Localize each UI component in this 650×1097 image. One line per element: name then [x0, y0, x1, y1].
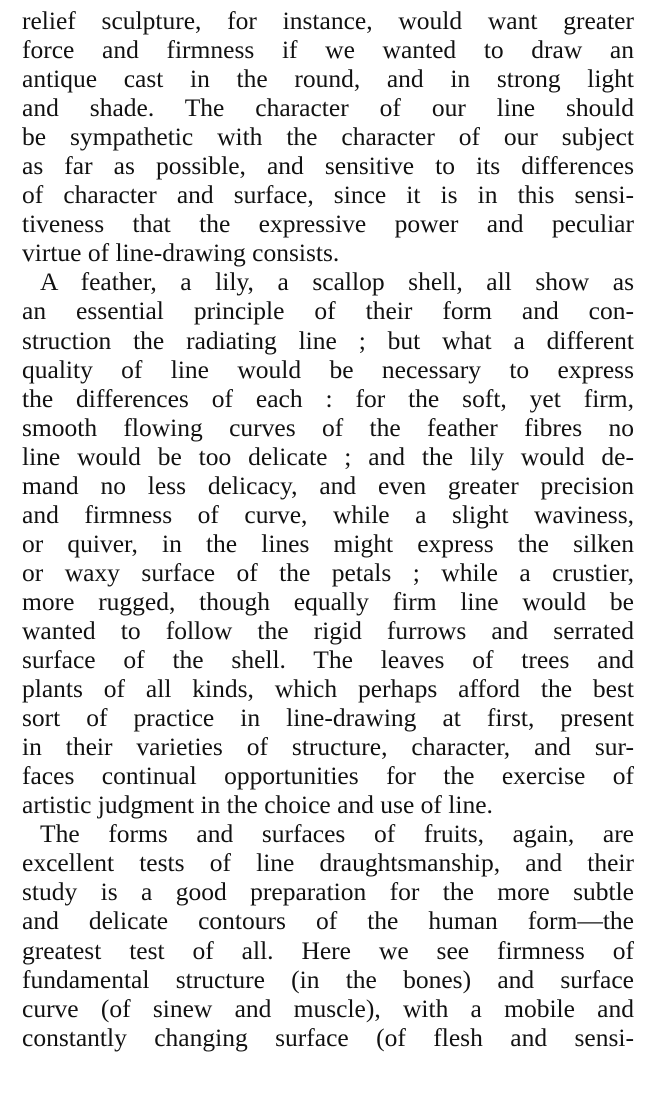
text-line: and delicate contours of the human form—the [22, 906, 634, 936]
text-line: antique cast in the round, and in strong light [22, 64, 634, 94]
text-line: quality of line would be necessary to express [22, 354, 634, 384]
text-line: A feather, a lily, a scallop shell, all show as [40, 267, 634, 297]
text-line: the differences of each : for the soft, yet firm, [22, 383, 634, 413]
text-line: be sympathetic with the character of our subject [22, 122, 634, 152]
text-line: as far as possible, and sensitive to its differences [22, 151, 634, 181]
text-line: of character and surface, since it is in this sensi- [22, 180, 634, 210]
text-line: an essential principle of their form and con- [22, 296, 634, 326]
text-line: faces continual opportunities for the exercise of [22, 761, 634, 791]
text-line: constantly changing surface (of flesh and sensi- [22, 1022, 634, 1052]
text-line: plants of all kinds, which perhaps afford the best [22, 674, 634, 704]
text-line: virtue of line-drawing consists. [22, 238, 340, 268]
text-line: fundamental structure (in the bones) and surface [22, 964, 634, 994]
text-line: or quiver, in the lines might express the silken [22, 528, 634, 558]
text-line: mand no less delicacy, and even greater precision [22, 470, 634, 500]
text-line: artistic judgment in the choice and use of line. [22, 790, 493, 820]
text-line: surface of the shell. The leaves of trees and [22, 645, 634, 675]
text-line: more rugged, though equally firm line would be [22, 586, 634, 616]
page-text [22, 6, 634, 1052]
text-line: tiveness that the expressive power and peculiar [22, 209, 634, 239]
paragraph [22, 267, 634, 819]
text-line: curve (of sinew and muscle), with a mobile and [22, 993, 634, 1023]
paragraph [22, 819, 634, 1051]
text-line: sort of practice in line-drawing at first, present [22, 703, 634, 733]
text-line: greatest test of all. Here we see firmness of [22, 935, 634, 965]
text-line: study is a good preparation for the more subtle [22, 877, 634, 907]
text-line: excellent tests of line draughtsmanship, and their [22, 848, 634, 878]
text-line: and shade. The character of our line should [22, 93, 634, 123]
text-line: relief sculpture, for instance, would want greater [22, 6, 634, 35]
text-line: The forms and surfaces of fruits, again, are [40, 819, 634, 849]
text-line: struction the radiating line ; but what a different [22, 325, 634, 355]
text-line: and firmness of curve, while a slight waviness, [22, 499, 634, 529]
text-line: line would be too delicate ; and the lily would de- [22, 441, 634, 471]
text-line: force and firmness if we wanted to draw an [22, 35, 634, 65]
text-line: smooth flowing curves of the feather fibres no [22, 412, 634, 442]
text-line: in their varieties of structure, character, and sur- [22, 732, 634, 762]
text-line: wanted to follow the rigid furrows and serrated [22, 615, 634, 645]
paragraph [22, 6, 634, 267]
text-line: or waxy surface of the petals ; while a crustier, [22, 557, 634, 587]
